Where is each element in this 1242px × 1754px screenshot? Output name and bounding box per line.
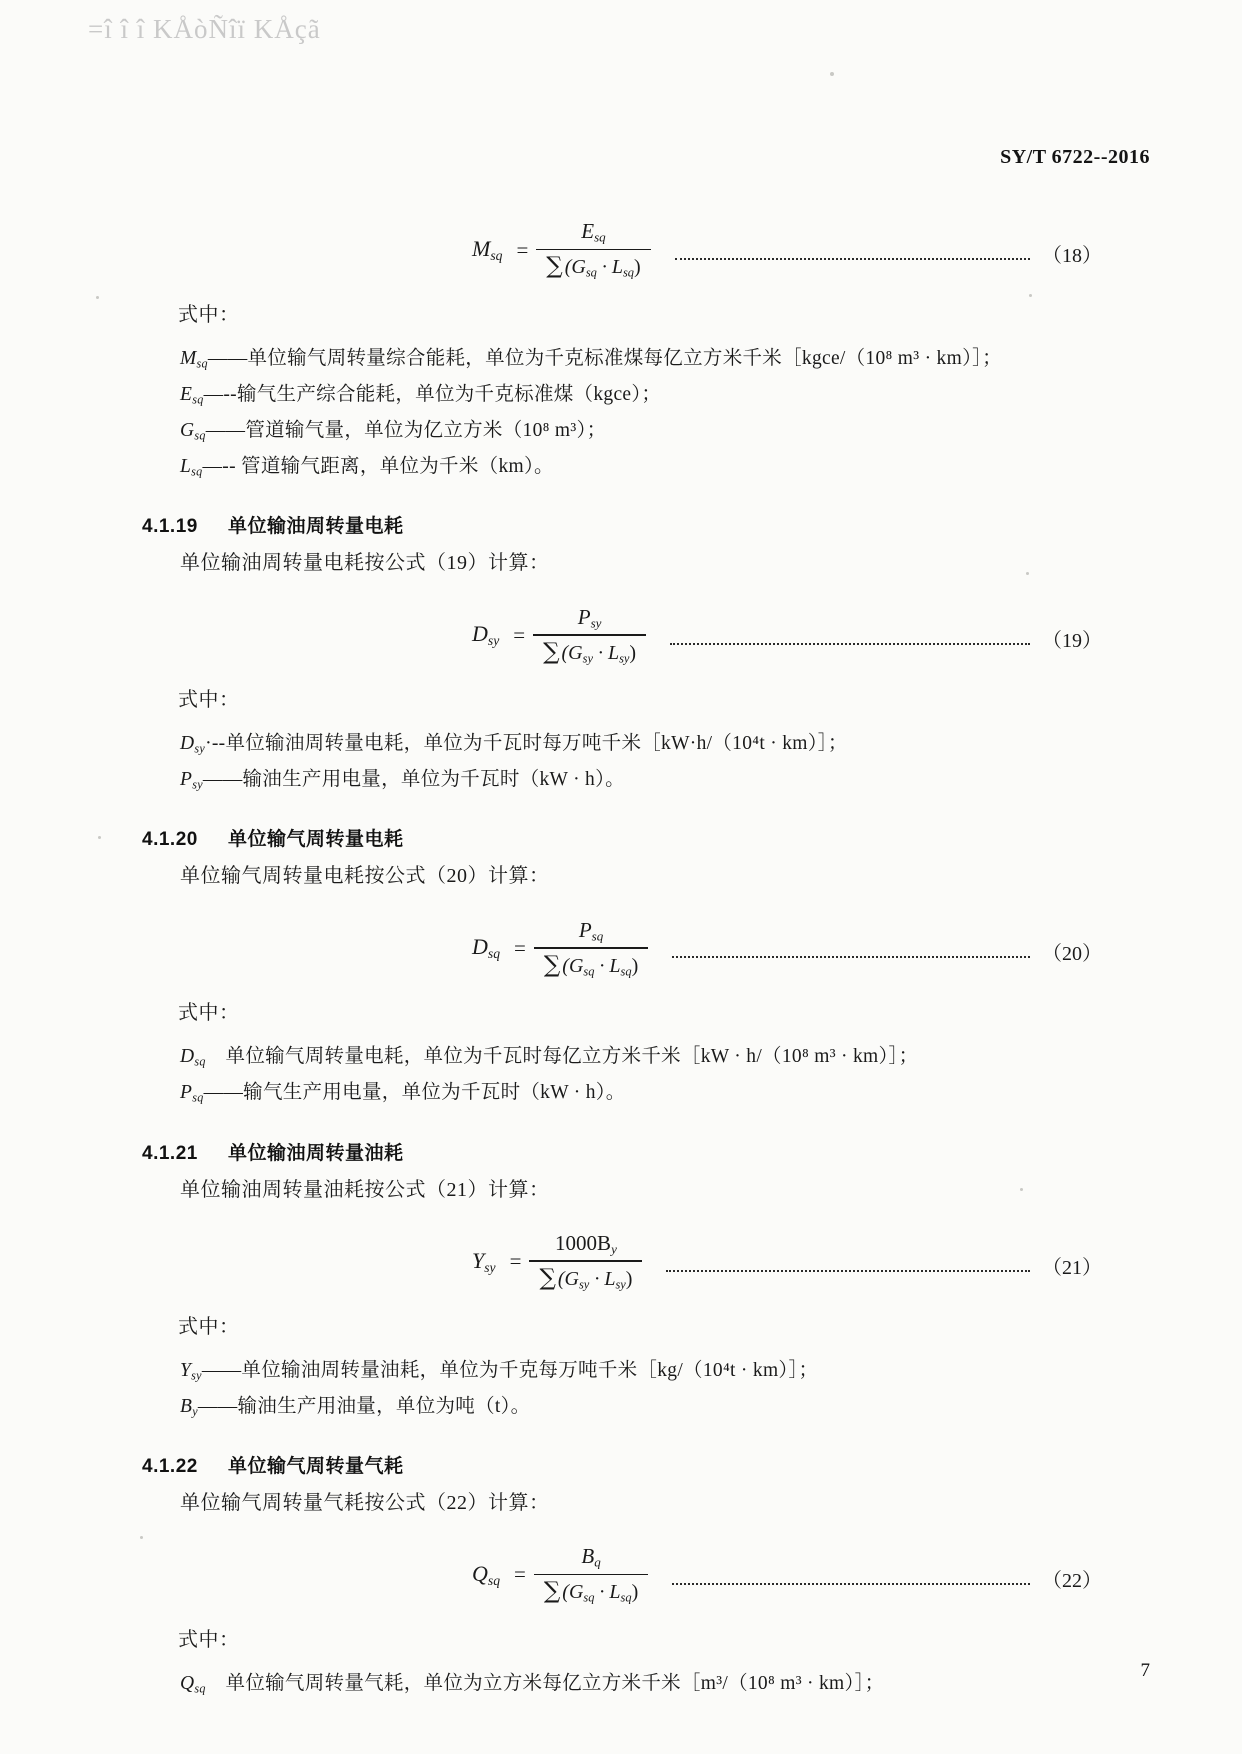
formula-expression — [472, 1231, 642, 1293]
equals-sign: = — [514, 935, 526, 960]
scan-speck — [98, 836, 101, 839]
where-label: 式中： — [178, 1315, 240, 1338]
fraction — [536, 219, 650, 281]
definition-Psy: $P_{sy}——$输油生产用电量，单位为千瓦时（kW · h）。 — [180, 769, 625, 792]
formula-number: （20） — [1042, 943, 1102, 966]
leader-dots — [670, 631, 1030, 645]
leader-dots — [672, 1571, 1030, 1585]
formula-expression — [472, 1544, 648, 1606]
formula-22 — [142, 1539, 1102, 1611]
section-heading-4-1-22 — [142, 1451, 1102, 1478]
document-body — [142, 196, 1102, 1702]
scan-speck — [96, 296, 99, 299]
definition-Ysy: $Y_{sy}——$单位输油周转量油耗，单位为千克每万吨千米［kg/（10⁴t · km）］； — [180, 1359, 819, 1382]
section-number: 4.1.20 — [142, 829, 198, 851]
where-label: 式中： — [178, 304, 240, 326]
leader-dots — [672, 944, 1030, 958]
leader-dots — [675, 246, 1030, 260]
formula-20 — [142, 912, 1102, 984]
definition-Lsq: $L_{sq}—--$ 管道输气距离，单位为千米（km）。 — [180, 456, 554, 479]
watermark-text: =î î î KÅòÑîï KÅçã — [88, 14, 321, 44]
section-paragraph-19: 单位输油周转量电耗按公式（19）计算： — [180, 552, 550, 575]
formula-18 — [142, 214, 1102, 286]
fraction — [533, 605, 646, 667]
definition-Dsy: $D_{sy}\cdot--$单位输油周转量电耗，单位为千瓦时每万吨千米［kW·h/（10⁴t · km）］； — [180, 733, 848, 756]
section-number: 4.1.22 — [142, 1455, 198, 1477]
fraction-numerator: $P_{sy}$ — [577, 604, 602, 631]
fraction-denominator: ∑ $(G_{sq} \cdot L_{sq})$ — [546, 253, 641, 280]
fraction-numerator: $P_{sq}$ — [578, 917, 604, 944]
section-paragraph-20: 单位输气周转量电耗按公式（20）计算： — [180, 865, 550, 888]
formula-lhs: $M_{sq}$ — [472, 236, 503, 263]
where-label: 式中： — [178, 689, 240, 712]
definition-Gsq: $G_{sq}——$管道输气量，单位为亿立方米（10⁸ m³）； — [180, 420, 607, 443]
formula-number: （22） — [1042, 1569, 1102, 1592]
formula-21 — [142, 1226, 1102, 1298]
definition-Qsq: $Q_{sq}$ 单位输气周转量气耗，单位为立方米每亿立方米千米［m³/（10⁸ m³ · km）］； — [180, 1672, 885, 1695]
fraction-numerator: $B_q$ — [581, 1543, 601, 1570]
formula-19 — [142, 599, 1102, 671]
definition-By: $B_y——$输油生产用油量，单位为吨（t）。 — [180, 1395, 531, 1418]
formula-lhs: $D_{sy}$ — [472, 621, 500, 649]
fraction-numerator: $1000B_y$ — [555, 1230, 617, 1257]
fraction-denominator: ∑ $(G_{sy} \cdot L_{sy})$ — [539, 1264, 633, 1292]
formula-number: （21） — [1042, 1256, 1102, 1279]
equals-sign: = — [516, 237, 529, 262]
fraction-numerator: $E_{sq}$ — [581, 219, 606, 245]
fraction — [529, 1231, 642, 1293]
where-label: 式中： — [178, 1628, 240, 1651]
section-title: 单位输气周转量气耗 — [228, 1455, 404, 1477]
formula-number: （18） — [1042, 245, 1102, 267]
formula-lhs: $D_{sq}$ — [472, 934, 501, 962]
section-title: 单位输油周转量油耗 — [228, 1142, 404, 1164]
section-heading-4-1-20 — [142, 824, 1102, 851]
fraction — [534, 918, 648, 980]
formula-expression — [472, 605, 646, 667]
equals-sign: = — [513, 622, 526, 647]
formula-lhs: $Y_{sy}$ — [472, 1247, 496, 1275]
section-heading-4-1-19 — [142, 511, 1102, 538]
definition-Esq: $E_{sq}—--$输气生产综合能耗，单位为千克标准煤（kgce）； — [180, 384, 662, 407]
page-number: 7 — [1140, 1660, 1150, 1681]
section-paragraph-22: 单位输气周转量气耗按公式（22）计算： — [180, 1491, 550, 1514]
definition-Psq: $P_{sq}——$输气生产用电量，单位为千瓦时（kW · h）。 — [180, 1082, 626, 1105]
section-number: 4.1.19 — [142, 516, 198, 538]
where-label: 式中： — [178, 1002, 240, 1025]
section-heading-4-1-21 — [142, 1138, 1102, 1165]
definition-Msq: $M_{sq}——$单位输气周转量综合能耗，单位为千克标准煤每亿立方米千米［kgce/（10⁸ m³ · km）］； — [180, 348, 1002, 371]
fraction-denominator: ∑ $(G_{sq} \cdot L_{sq})$ — [543, 1577, 639, 1605]
formula-expression — [472, 219, 651, 281]
section-title: 单位输油周转量电耗 — [228, 516, 404, 538]
definition-Dsq: $D_{sq}$ 单位输气周转量电耗，单位为千瓦时每亿立方米千米［kW · h/（10⁸ m³ · km）］； — [180, 1046, 919, 1069]
scan-speck — [830, 72, 834, 76]
section-title: 单位输气周转量电耗 — [228, 829, 404, 851]
formula-lhs: $Q_{sq}$ — [472, 1560, 501, 1588]
formula-expression — [472, 918, 648, 980]
section-number: 4.1.21 — [142, 1142, 198, 1164]
fraction-denominator: ∑ $(G_{sy} \cdot L_{sy})$ — [543, 638, 637, 665]
equals-sign: = — [509, 1249, 522, 1273]
leader-dots — [666, 1258, 1030, 1272]
equals-sign: = — [514, 1562, 526, 1587]
formula-number: （19） — [1042, 630, 1102, 653]
fraction — [534, 1544, 648, 1606]
section-paragraph-21: 单位输油周转量油耗按公式（21）计算： — [180, 1178, 550, 1201]
fraction-denominator: ∑ $(G_{sq} \cdot L_{sq})$ — [543, 951, 639, 979]
document-header-standard-number: SY/T 6722--2016 — [1000, 146, 1150, 168]
